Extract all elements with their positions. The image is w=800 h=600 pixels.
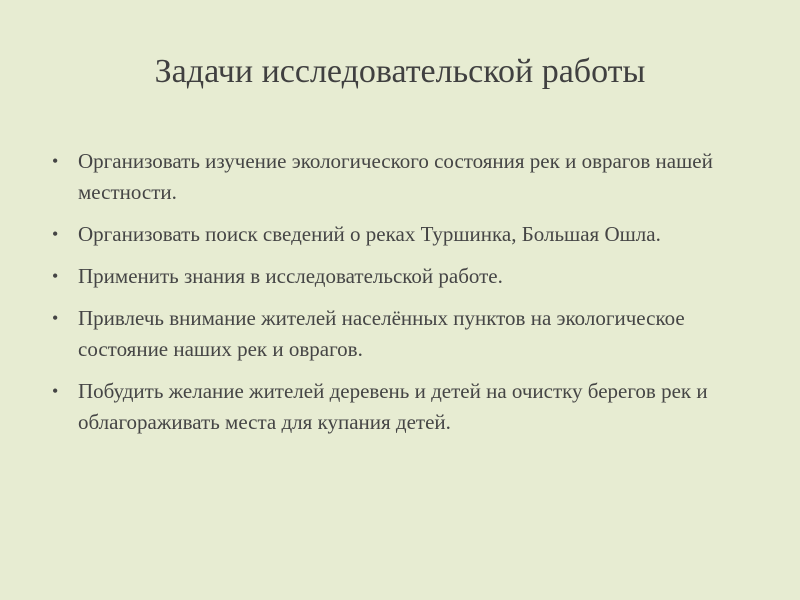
bullet-item-2 (48, 219, 760, 250)
bullet-dot-icon: • (52, 224, 59, 244)
bullet-dot-icon: • (52, 151, 59, 171)
bullet-text: Привлечь внимание жителей населённых пунктов на экологическое состояние наших рек и оврагов. (78, 306, 685, 361)
bullet-dot-icon: • (52, 308, 59, 328)
slide-title: Задачи исследовательской работы (154, 53, 646, 90)
bullet-text: Организовать изучение экологического состояния рек и оврагов нашей местности. (78, 149, 713, 204)
bullet-text: Побудить желание жителей деревень и детей на очистку берегов рек и облагораживать места для купания детей. (78, 379, 708, 434)
bullet-item-3 (48, 261, 760, 292)
bullet-item-4 (48, 303, 760, 365)
bullet-text: Организовать поиск сведений о реках Туршинка, Большая Ошла. (78, 222, 661, 246)
bullet-item-5 (48, 376, 760, 438)
bullet-item-1 (48, 146, 760, 208)
bullet-dot-icon: • (52, 381, 59, 401)
bullet-list (48, 146, 760, 449)
bullet-dot-icon: • (52, 266, 59, 286)
bullet-text: Применить знания в исследовательской работе. (78, 264, 503, 288)
